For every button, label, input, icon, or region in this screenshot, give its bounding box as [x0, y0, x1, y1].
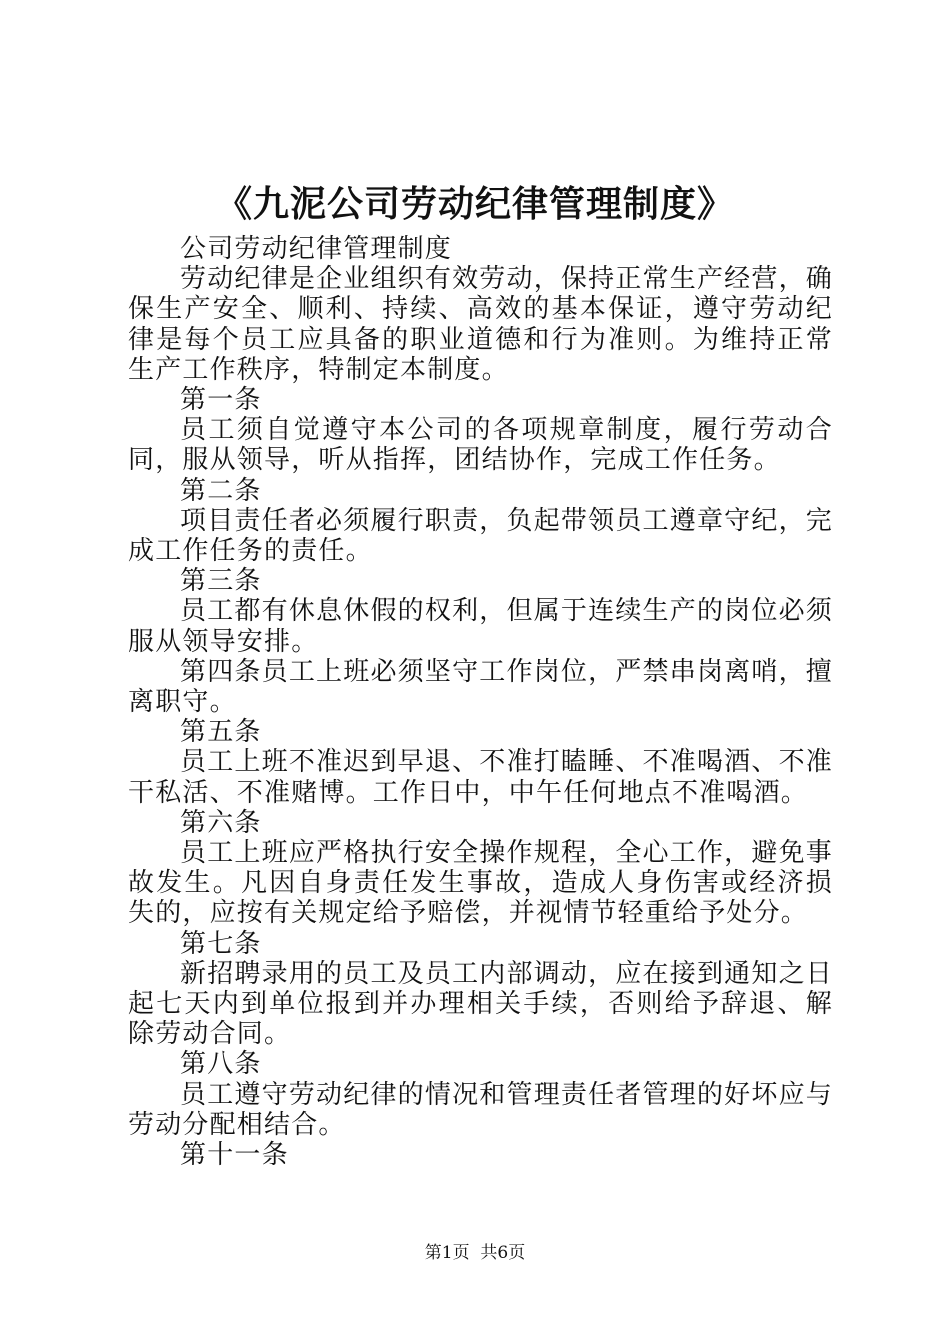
article-heading-7: 第七条 [180, 928, 262, 959]
article-heading-8: 第八条 [180, 1049, 262, 1080]
article-heading-11: 第十一条 [180, 1140, 289, 1171]
document-title: 《九泥公司劳动纪律管理制度》 [215, 183, 734, 225]
page-number-footer: 第1页 共6页 [424, 1243, 526, 1263]
article-text-1: 员工须自觉遵守本公司的各项规章制度，履行劳动合同，服从领导，听从指挥，团结协作，完成工作任务。 [128, 415, 833, 476]
article-text-6: 员工上班应严格执行安全操作规程，全心工作，避免事故发生。凡因自身责任发生事故，造成人身伤害或经济损失的，应按有关规定给予赔偿，并视情节轻重给予处分。 [128, 838, 833, 929]
article-heading-3: 第三条 [180, 566, 262, 597]
article-text-7: 新招聘录用的员工及员工内部调动，应在接到通知之日起七天内到单位报到并办理相关手续，否则给予辞退、解除劳动合同。 [128, 958, 833, 1050]
article-heading-6: 第六条 [180, 807, 262, 838]
article-heading-2: 第二条 [180, 475, 262, 506]
article-text-3: 员工都有休息休假的权利，但属于连续生产的岗位必须服从领导安排。 [128, 596, 833, 657]
article-text-2: 项目责任者必须履行职责，负起带领员工遵章守纪，完成工作任务的责任。 [128, 505, 833, 567]
article-heading-1: 第一条 [180, 385, 262, 416]
document-body [128, 234, 833, 1170]
article-text-8: 员工遵守劳动纪律的情况和管理责任者管理的好坏应与劳动分配相结合。 [128, 1079, 833, 1140]
article-heading-5: 第五条 [180, 717, 262, 748]
paragraph-heading: 公司劳动纪律管理制度 [180, 234, 453, 264]
article-text-5: 员工上班不准迟到早退、不准打瞌睡、不准喝酒、不准干私活、不准赌博。工作日中，中午任何地点不准喝酒。 [128, 747, 833, 808]
article-text-4: 第四条员工上班必须坚守工作岗位，严禁串岗离哨，擅离职守。 [128, 656, 833, 718]
paragraph-intro: 劳动纪律是企业组织有效劳动，保持正常生产经营，确保生产安全、顺利、持续、高效的基本保证，遵守劳动纪律是每个员工应具备的职业道德和行为准则。为维持正常生产工作秩序，特制定本制度。 [128, 264, 833, 385]
